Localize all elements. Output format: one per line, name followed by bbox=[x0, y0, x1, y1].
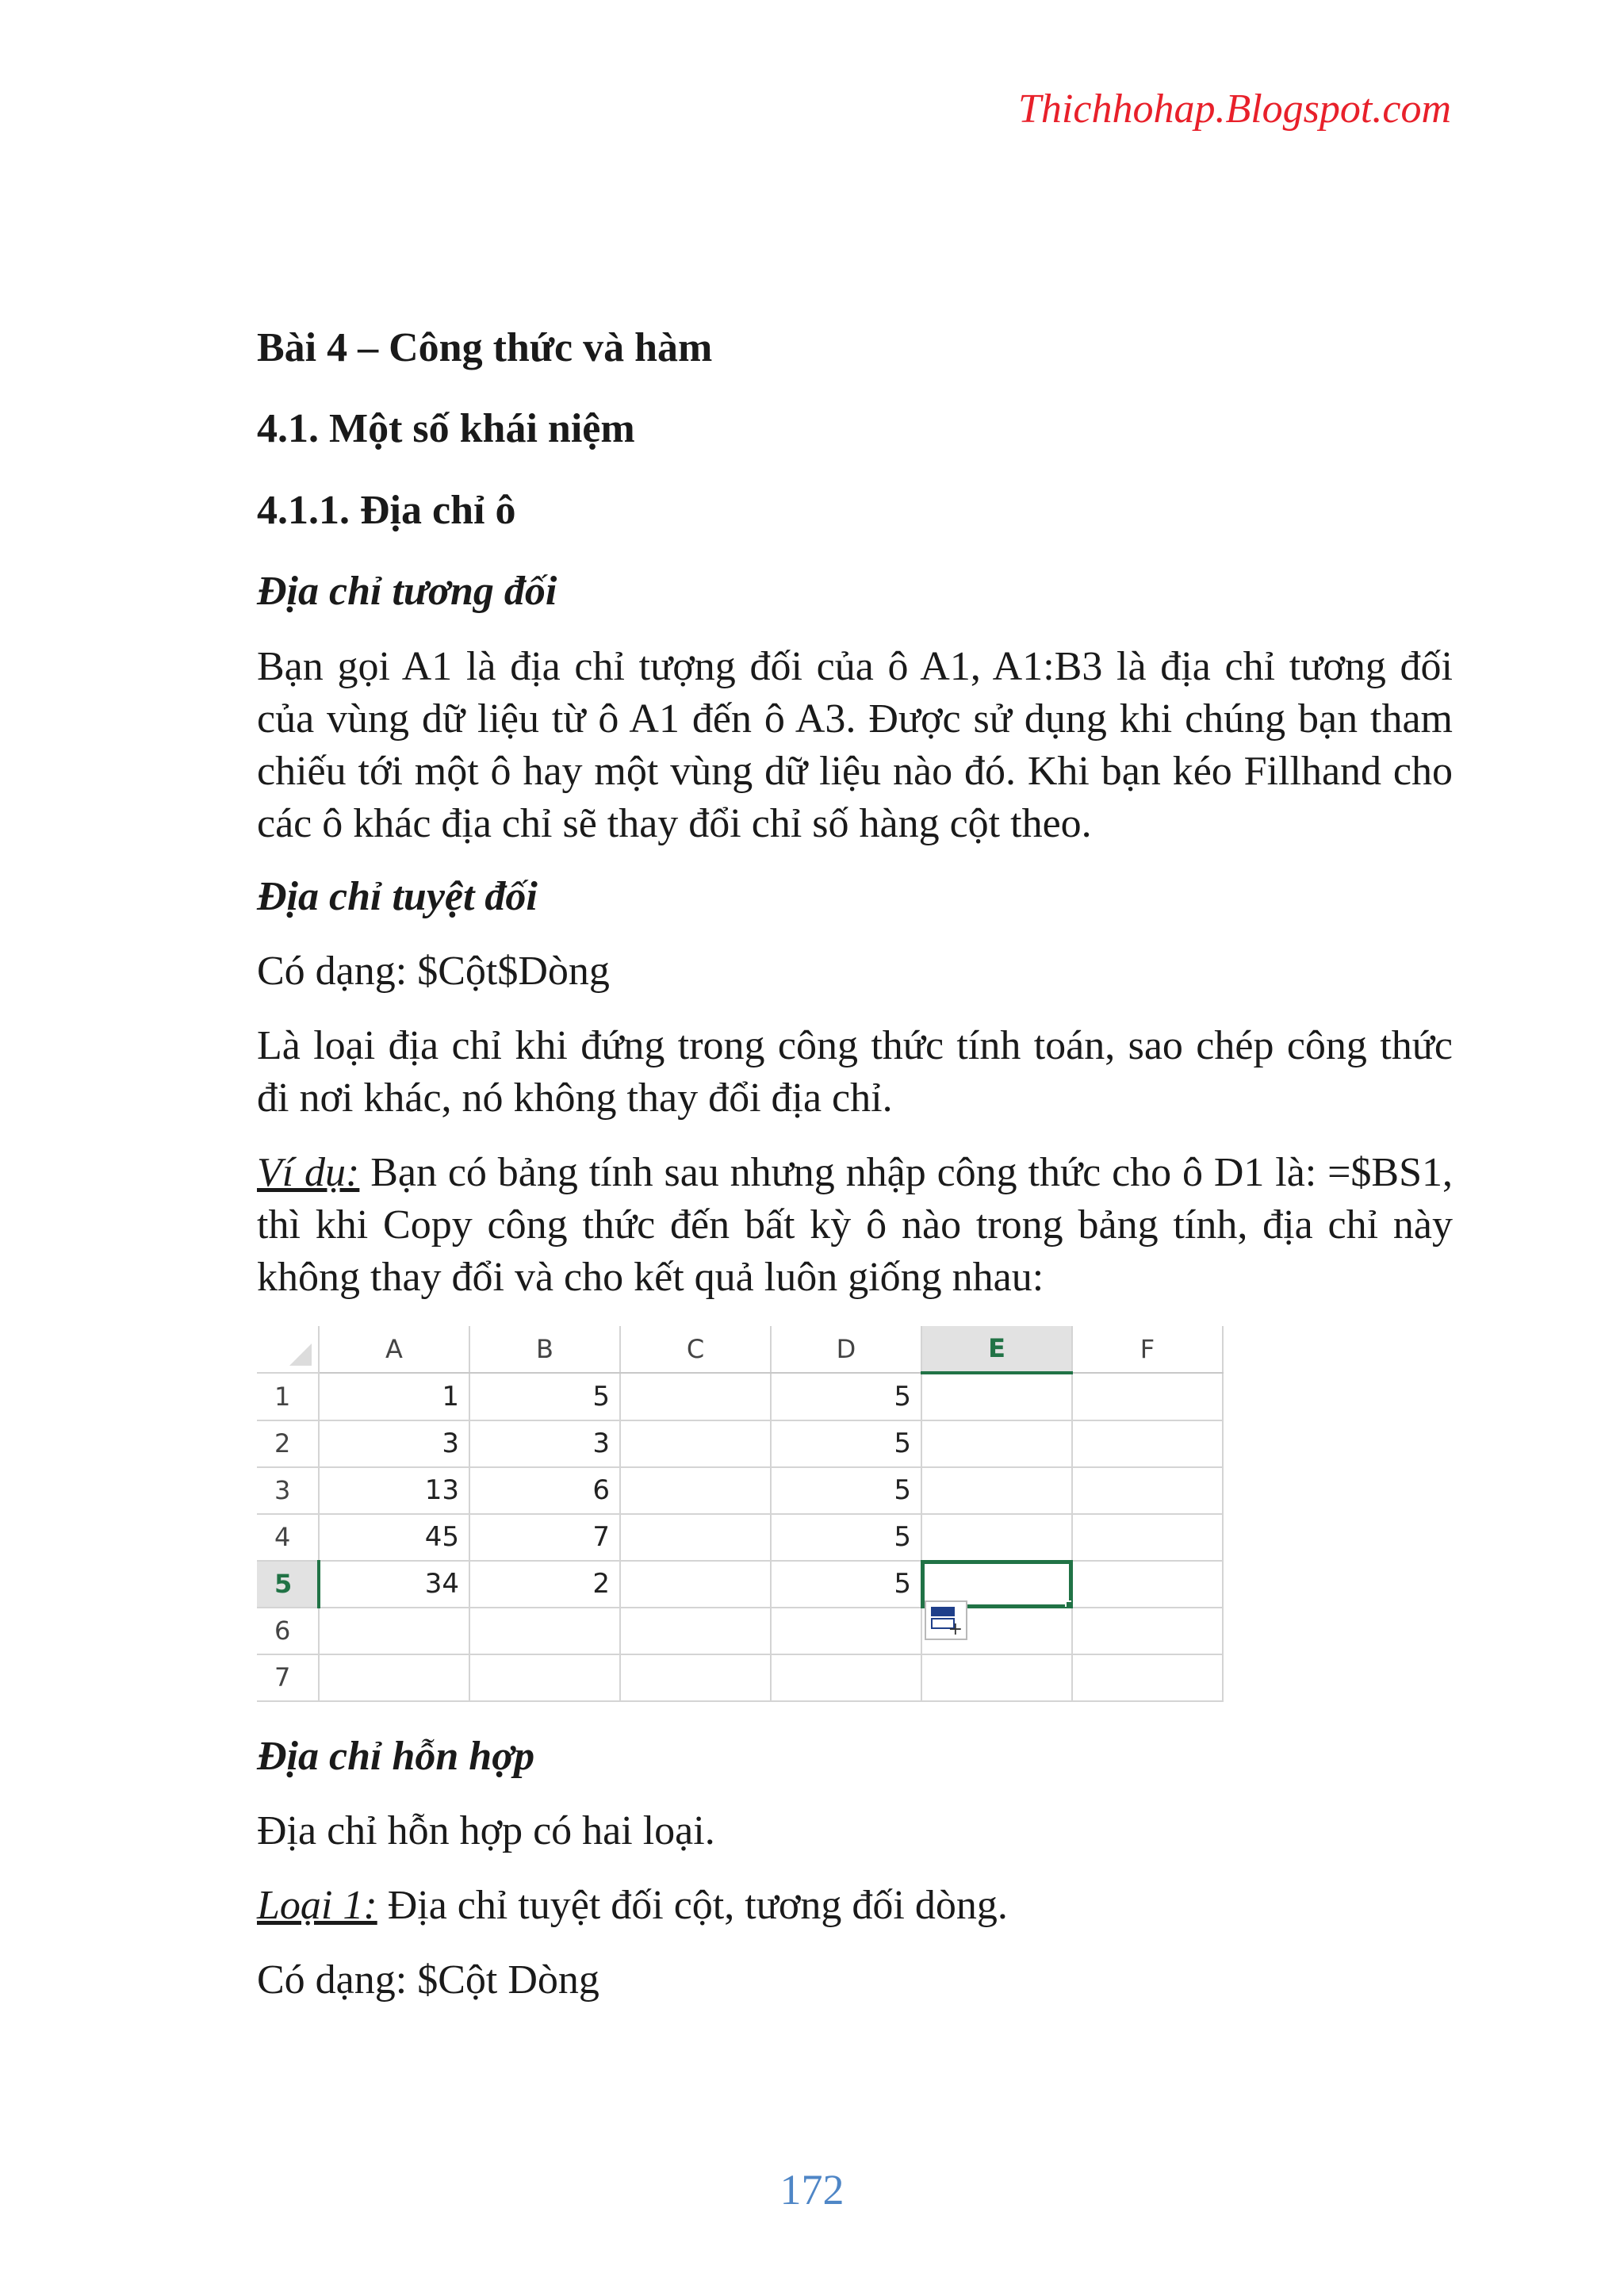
cell-f3[interactable] bbox=[1072, 1467, 1223, 1514]
cell-a2[interactable]: 3 bbox=[319, 1420, 469, 1467]
cell-d3[interactable]: 5 bbox=[771, 1467, 921, 1514]
column-header-f[interactable]: F bbox=[1072, 1326, 1223, 1373]
cell-b1[interactable]: 5 bbox=[469, 1373, 620, 1420]
fill-handle[interactable] bbox=[1065, 1600, 1072, 1608]
cell-b2[interactable]: 3 bbox=[469, 1420, 620, 1467]
cell-a7[interactable] bbox=[319, 1654, 469, 1701]
cell-c6[interactable] bbox=[620, 1608, 771, 1654]
column-header-b[interactable]: B bbox=[469, 1326, 620, 1373]
page-content bbox=[257, 324, 1453, 2029]
sheet-row bbox=[257, 1420, 1223, 1467]
example-label: Ví dụ: bbox=[257, 1149, 360, 1195]
cell-e3[interactable] bbox=[921, 1467, 1072, 1514]
cell-b3[interactable]: 6 bbox=[469, 1467, 620, 1514]
mixed-address-intro: Địa chỉ hỗn hợp có hai loại. bbox=[257, 1808, 715, 1854]
row-header-2[interactable]: 2 bbox=[257, 1420, 319, 1467]
cell-c1[interactable] bbox=[620, 1373, 771, 1420]
cell-c3[interactable] bbox=[620, 1467, 771, 1514]
sheet-row bbox=[257, 1373, 1223, 1420]
cell-a4[interactable]: 45 bbox=[319, 1514, 469, 1561]
cell-a1[interactable]: 1 bbox=[319, 1373, 469, 1420]
absolute-address-form: Có dạng: $Cột$Dòng bbox=[257, 948, 610, 994]
row-header-1[interactable]: 1 bbox=[257, 1373, 319, 1420]
relative-address-heading: Địa chỉ tương đối bbox=[257, 569, 557, 615]
cell-c5[interactable] bbox=[620, 1561, 771, 1608]
spreadsheet-example bbox=[257, 1326, 1228, 1704]
blog-watermark-header: Thichhohap.Blogspot.com bbox=[1018, 86, 1451, 132]
row-header-4[interactable]: 4 bbox=[257, 1514, 319, 1561]
cell-c7[interactable] bbox=[620, 1654, 771, 1701]
example-text: Bạn có bảng tính sau nhưng nhập công thức cho ô D1 là: =$BS1, thì khi Copy công thức đến bất kỳ ô nào trong bảng tính, địa chỉ này không thay đổi và cho kết quả luôn giống nhau: bbox=[257, 1149, 1454, 1300]
absolute-address-body: Là loại địa chỉ khi đứng trong công thức tính toán, sao chép công thức đi nơi khác, nó không thay đổi địa chỉ. bbox=[257, 1022, 1453, 1121]
cell-d6[interactable] bbox=[771, 1608, 921, 1654]
row-header-3[interactable]: 3 bbox=[257, 1467, 319, 1514]
cell-b6[interactable] bbox=[469, 1608, 620, 1654]
paste-options-icon[interactable]: + bbox=[925, 1600, 967, 1640]
cell-f5[interactable] bbox=[1072, 1561, 1223, 1608]
select-all-corner[interactable] bbox=[257, 1326, 319, 1373]
cell-d1[interactable]: 5 bbox=[771, 1373, 921, 1420]
sheet-row bbox=[257, 1561, 1223, 1608]
cell-b7[interactable] bbox=[469, 1654, 620, 1701]
row-header-6[interactable]: 6 bbox=[257, 1608, 319, 1654]
subsubsection-title: 4.1.1. Địa chỉ ô bbox=[257, 487, 516, 533]
cell-f1[interactable] bbox=[1072, 1373, 1223, 1420]
subsection-title: 4.1. Một số khái niệm bbox=[257, 406, 635, 452]
cell-e1[interactable] bbox=[921, 1373, 1072, 1420]
mixed-address-form: Có dạng: $Cột Dòng bbox=[257, 1957, 599, 2003]
cell-c4[interactable] bbox=[620, 1514, 771, 1561]
cell-d7[interactable] bbox=[771, 1654, 921, 1701]
relative-address-body: Bạn gọi A1 là địa chỉ tượng đối của ô A1, A1:B3 là địa chỉ tương đối của vùng dữ liệu từ ô A1 đến ô A3. Được sử dụng khi chúng bạn tham chiếu tới một ô hay một vùng dữ liệu nào đó. Khi bạn kéo Fillhand cho các ô khác địa chỉ sẽ thay đổi chỉ số hàng cột theo. bbox=[257, 643, 1453, 846]
column-header-d[interactable]: D bbox=[771, 1326, 921, 1373]
cell-a6[interactable] bbox=[319, 1608, 469, 1654]
cell-c2[interactable] bbox=[620, 1420, 771, 1467]
mixed-address-heading: Địa chỉ hỗn hợp bbox=[257, 1733, 535, 1779]
cell-e7[interactable] bbox=[921, 1654, 1072, 1701]
cell-f2[interactable] bbox=[1072, 1420, 1223, 1467]
type1-text: Địa chỉ tuyệt đối cột, tương đối dòng. bbox=[377, 1883, 1008, 1929]
type1-label: Loại 1: bbox=[257, 1883, 377, 1929]
page-number: 172 bbox=[779, 2166, 845, 2214]
example-paragraph bbox=[257, 1147, 1453, 1304]
cell-f4[interactable] bbox=[1072, 1514, 1223, 1561]
cell-f7[interactable] bbox=[1072, 1654, 1223, 1701]
spreadsheet-grid bbox=[257, 1326, 1224, 1702]
sheet-row bbox=[257, 1608, 1223, 1654]
sheet-row bbox=[257, 1654, 1223, 1701]
column-header-e[interactable]: E bbox=[921, 1326, 1072, 1373]
row-header-7[interactable]: 7 bbox=[257, 1654, 319, 1701]
cell-a5[interactable]: 34 bbox=[319, 1561, 469, 1608]
cell-e4[interactable] bbox=[921, 1514, 1072, 1561]
column-header-c[interactable]: C bbox=[620, 1326, 771, 1373]
cell-f6[interactable] bbox=[1072, 1608, 1223, 1654]
sheet-row bbox=[257, 1514, 1223, 1561]
column-header-a[interactable]: A bbox=[319, 1326, 469, 1373]
cell-b4[interactable]: 7 bbox=[469, 1514, 620, 1561]
absolute-address-heading: Địa chỉ tuyệt đối bbox=[257, 873, 538, 919]
cell-d4[interactable]: 5 bbox=[771, 1514, 921, 1561]
mixed-type1-paragraph bbox=[257, 1880, 1453, 1932]
cell-b5[interactable]: 2 bbox=[469, 1561, 620, 1608]
row-header-5[interactable]: 5 bbox=[257, 1561, 319, 1608]
sheet-row bbox=[257, 1467, 1223, 1514]
cell-e2[interactable] bbox=[921, 1420, 1072, 1467]
cell-a3[interactable]: 13 bbox=[319, 1467, 469, 1514]
cell-d2[interactable]: 5 bbox=[771, 1420, 921, 1467]
section-title: Bài 4 – Công thức và hàm bbox=[257, 325, 713, 370]
cell-d5[interactable]: 5 bbox=[771, 1561, 921, 1608]
